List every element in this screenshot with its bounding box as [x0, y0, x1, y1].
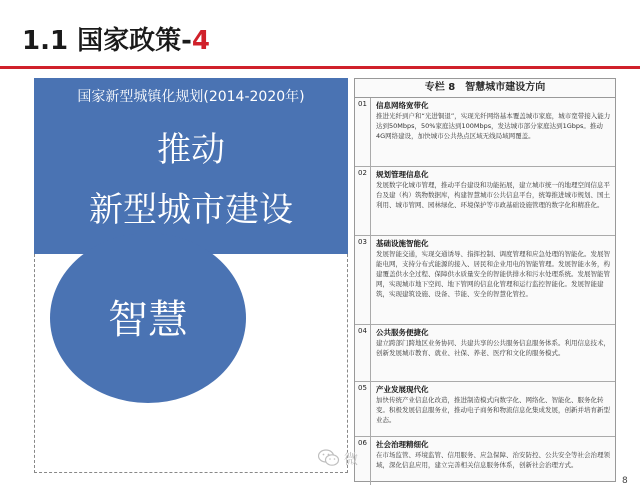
doc-section	[355, 325, 615, 382]
smart-circle-label: 智慧	[108, 297, 188, 343]
smart-circle	[50, 233, 246, 403]
section-title: 社会治理精细化	[376, 440, 429, 449]
doc-header: 专栏 8 智慧城市建设方向	[355, 79, 615, 98]
doc-section	[355, 167, 615, 236]
section-title: 信息网络宽带化	[376, 101, 429, 110]
wechat-icon	[318, 449, 340, 471]
policy-line-1: 推动	[157, 130, 225, 170]
section-text: 建立跨部门跨地区业务协同、共建共享的公共服务信息服务体系。利用信息技术，创新发展城市教育、就业、社保、养老、医疗和文化的服务模式。	[376, 339, 610, 357]
page-number: 8	[622, 476, 628, 486]
doc-section	[355, 236, 615, 325]
slide-title	[22, 20, 210, 57]
section-text: 发展数字化城市管理，推动平台建设和功能拓展，建立城市统一的地理空间信息平台及建（构）筑物数据库，构建智慧城市公共信息平台，统筹推进城市规划、国土利用、城市管网、园林绿化、环境保护等市政基础设施管理的数字化和精准化。	[376, 181, 610, 209]
title-divider	[0, 66, 640, 69]
doc-section	[355, 437, 615, 485]
wechat-glyph-icon	[318, 449, 340, 467]
section-title: 产业发展现代化	[376, 385, 429, 394]
doc-section	[355, 98, 615, 167]
section-number: 03	[355, 236, 371, 324]
section-text: 在市场监管、环境监管、信用服务、应急保障、治安防控、公共安全等社会治理领域，深化信息应用，建立完善相关信息服务体系，创新社会治理方式。	[376, 451, 610, 469]
section-text: 推进光纤到户和“光进铜退”，实现光纤网络基本覆盖城市家庭，城市宽带接入能力达到50Mbps，50%家庭达到100Mbps，发达城市部分家庭达到1Gbps。推动4G网络建设，加快城市公共热点区域无线局域网覆盖。	[376, 112, 611, 140]
watermark-text: 微	[344, 452, 359, 468]
policy-line-2: 新型城市建设	[89, 190, 293, 230]
section-text: 发展智能交通，实现交通诱导、指挥控制、调度管理和应急处理的智能化。发展智能电网，支持分布式能源的接入、居民和企业用电的智能管理。发展智能水务，构建覆盖供水全过程、保障供水质量安全的智能供排水和污水处理系统。发展智能管网，实现城市地下空间、地下管网的信息化管理和运行监控智能化。发展智能建筑，实现建筑设施、设备、节能、安全的智慧化管控。	[376, 250, 610, 298]
section-number: 01	[355, 98, 371, 166]
section-title: 基础设施智能化	[376, 239, 429, 248]
slide-title-number: 4	[191, 26, 210, 56]
policy-subtitle: 国家新型城镇化规划(2014-2020年)	[77, 89, 305, 105]
section-title: 公共服务便捷化	[376, 328, 429, 337]
section-number: 05	[355, 382, 371, 436]
section-title: 规划管理信息化	[376, 170, 429, 179]
section-number: 06	[355, 437, 371, 485]
policy-banner	[34, 78, 348, 254]
section-text: 加快传统产业信息化改造，推进制造模式向数字化、网络化、智能化、服务化转变。积极发展信息服务业，推动电子商务和物流信息化集成发展，创新并培育新型业态。	[376, 396, 610, 424]
policy-document-excerpt	[354, 78, 616, 482]
section-number: 02	[355, 167, 371, 235]
slide-title-text: 1.1 国家政策-	[22, 26, 192, 56]
section-number: 04	[355, 325, 371, 381]
doc-section	[355, 382, 615, 437]
